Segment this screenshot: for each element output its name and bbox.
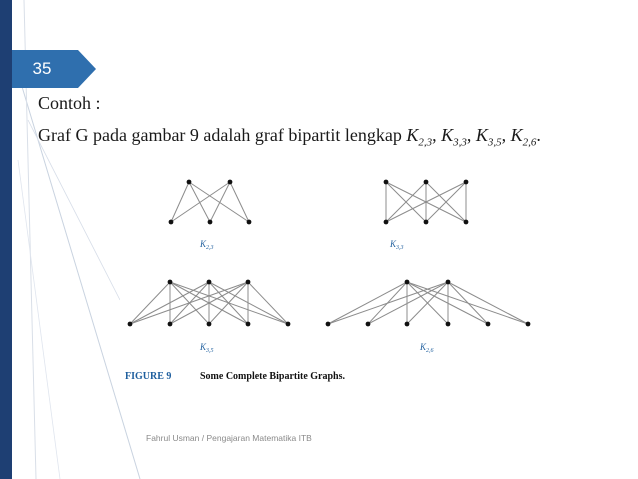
graph-k35 [128, 280, 291, 327]
label-k26: $K_{2,6}$ [420, 342, 434, 354]
k33-base: K [441, 125, 454, 145]
label-k23: $K_{2,3}$ [200, 239, 214, 251]
k35-edge [248, 282, 288, 324]
sep-1: , [432, 125, 442, 145]
label-k33: $K_{3,3}$ [390, 239, 404, 251]
k35-edge [130, 282, 170, 324]
k33-vertex [424, 180, 429, 185]
k23-vertex [187, 180, 192, 185]
sep-4: . [536, 125, 541, 145]
figure-caption-label: FIGURE 9 [125, 371, 172, 382]
k23-edge [210, 182, 230, 222]
k26-vertex [405, 322, 410, 327]
k26-vertex [526, 322, 531, 327]
k33-sub: 3,3 [453, 136, 467, 149]
bipartite-graphs-drawing [120, 176, 533, 386]
slide-heading: Contoh : [38, 93, 101, 113]
k23-vertex [169, 220, 174, 225]
k23-vertex [208, 220, 213, 225]
sep-2: , [466, 125, 476, 145]
k35-vertex [207, 280, 212, 285]
graph-k23 [169, 180, 252, 225]
k26-vertex [446, 322, 451, 327]
k26-edge [328, 282, 448, 324]
k26-base: K [510, 125, 523, 145]
left-accent-bar [0, 0, 12, 479]
k23-sub: 2,3 [418, 136, 433, 149]
k35-sub: 3,5 [487, 136, 502, 149]
k26-edge [448, 282, 488, 324]
graph-k26 [326, 280, 531, 327]
k35-vertex [207, 322, 212, 327]
k23-base: K [406, 125, 419, 145]
slide-footer: Fahrul Usman / Pengajaran Matematika ITB [146, 433, 312, 443]
k23-vertex [247, 220, 252, 225]
body-prefix: Graf G pada gambar 9 adalah graf bipartit lengkap [38, 125, 407, 145]
k33-vertex [424, 220, 429, 225]
k33-vertex [384, 180, 389, 185]
figure-caption-text: Some Complete Bipartite Graphs. [200, 371, 345, 382]
k35-vertex [286, 322, 291, 327]
k26-vertex [405, 280, 410, 285]
k33-vertex [464, 180, 469, 185]
k26-sub: 2,6 [522, 136, 537, 149]
k35-vertex [246, 322, 251, 327]
label-k35: $K_{3,5}$ [200, 342, 214, 354]
k35-vertex [168, 322, 173, 327]
k26-vertex [446, 280, 451, 285]
k26-vertex [486, 322, 491, 327]
k33-vertex [464, 220, 469, 225]
k26-edge [368, 282, 448, 324]
slide-number: 35 [32, 59, 52, 78]
k35-vertex [246, 280, 251, 285]
k23-edge [189, 182, 210, 222]
bipartite-figure [120, 176, 533, 386]
k35-base: K [475, 125, 488, 145]
k26-edge [328, 282, 407, 324]
k26-edge [448, 282, 528, 324]
slide-body-text [38, 123, 623, 155]
graph-k33 [384, 180, 469, 225]
k35-vertex [168, 280, 173, 285]
k26-vertex [326, 322, 331, 327]
k23-vertex [228, 180, 233, 185]
k35-vertex [128, 322, 133, 327]
k33-vertex [384, 220, 389, 225]
sep-3: , [501, 125, 511, 145]
k26-vertex [366, 322, 371, 327]
